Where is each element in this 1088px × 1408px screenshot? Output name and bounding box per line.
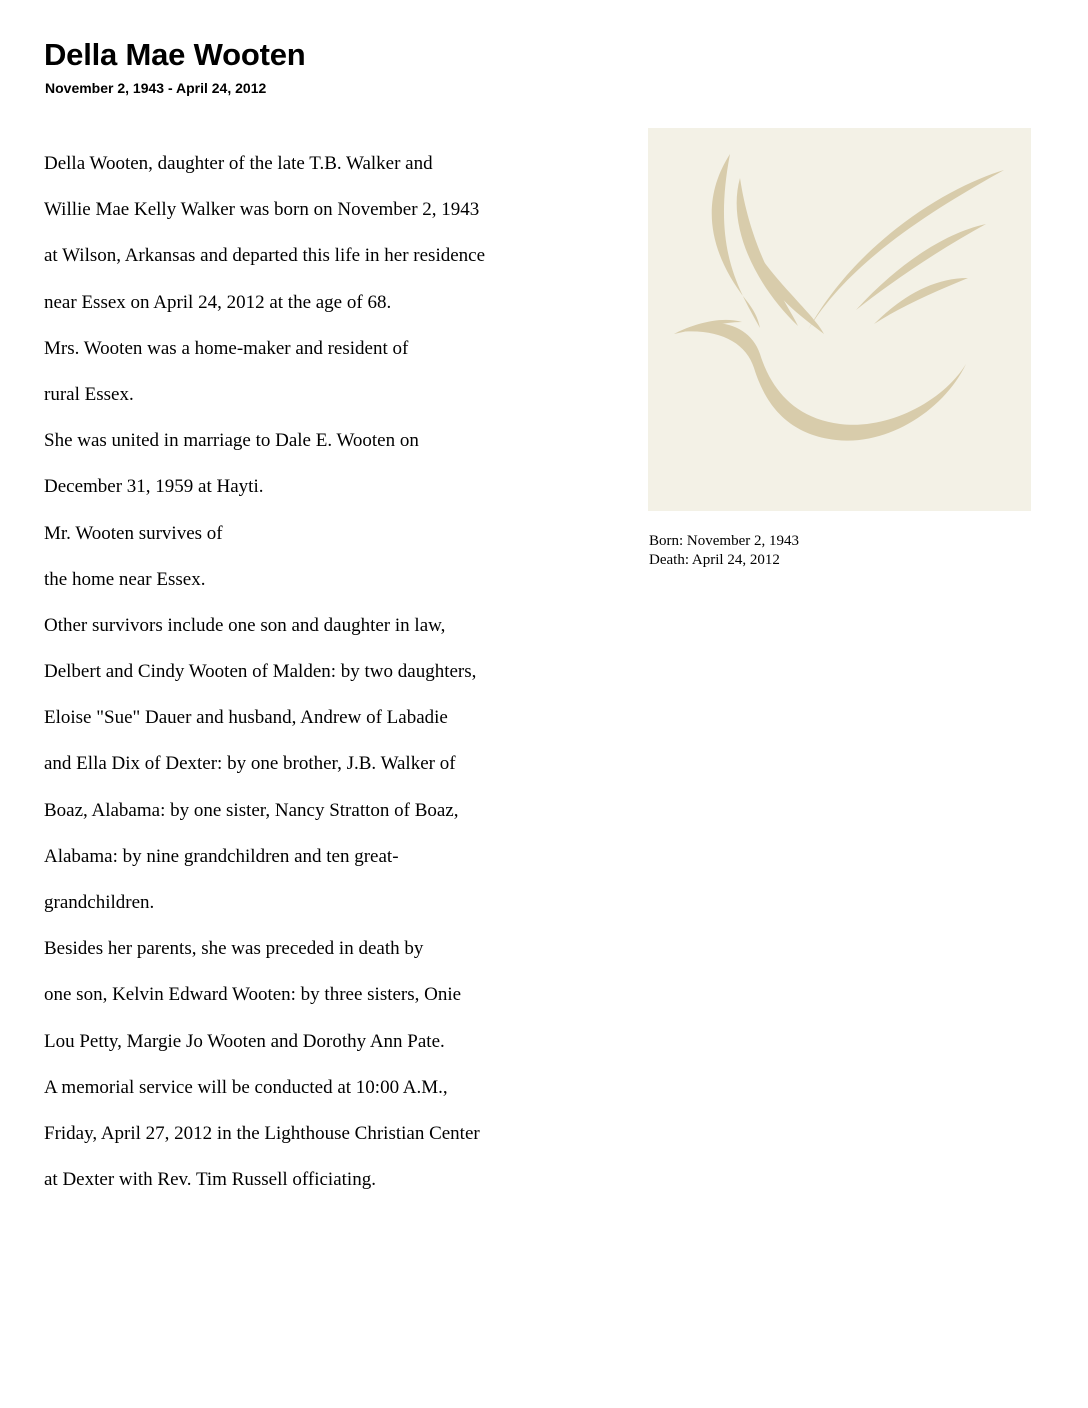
obituary-line: and Ella Dix of Dexter: by one brother, J.B. Walker of xyxy=(44,753,456,775)
obituary-line: Besides her parents, she was preceded in death by xyxy=(44,938,424,960)
dove-image xyxy=(648,128,1031,511)
obituary-line: A memorial service will be conducted at 10:00 A.M., xyxy=(44,1076,448,1098)
obituary-text xyxy=(44,141,604,1203)
obituary-line: Willie Mae Kelly Walker was born on November 2, 1943 xyxy=(44,199,480,221)
obituary-line: Lou Petty, Margie Jo Wooten and Dorothy Ann Pate. xyxy=(44,1030,445,1052)
life-dates-panel xyxy=(649,532,799,570)
obituary-line: December 31, 1959 at Hayti. xyxy=(44,476,264,498)
obituary-line: grandchildren. xyxy=(44,892,155,913)
obituary-line: one son, Kelvin Edward Wooten: by three sisters, Onie xyxy=(44,984,462,1006)
obituary-line: at Wilson, Arkansas and departed this life in her residence xyxy=(44,245,486,267)
death-date: Death: April 24, 2012 xyxy=(649,552,780,568)
page-title: Della Mae Wooten xyxy=(44,37,306,72)
obituary-line: rural Essex. xyxy=(44,383,134,405)
obituary-line: Della Wooten, daughter of the late T.B. Walker and xyxy=(44,153,433,174)
dove-icon xyxy=(648,128,1031,511)
obituary-line: Mr. Wooten survives of xyxy=(44,522,223,544)
obituary-line: Alabama: by nine grandchildren and ten great- xyxy=(44,845,399,867)
obituary-line: near Essex on April 24, 2012 at the age of 68. xyxy=(44,291,392,313)
obituary-line: Eloise "Sue" Dauer and husband, Andrew of Labadie xyxy=(44,707,448,729)
obituary-line: the home near Essex. xyxy=(44,568,206,590)
born-date: Born: November 2, 1943 xyxy=(649,533,799,549)
life-dates-subtitle: November 2, 1943 - April 24, 2012 xyxy=(45,80,267,96)
obituary-line: Delbert and Cindy Wooten of Malden: by two daughters, xyxy=(44,661,477,683)
obituary-line: Friday, April 27, 2012 in the Lighthouse Christian Center xyxy=(44,1122,480,1144)
obituary-line: Other survivors include one son and daughter in law, xyxy=(44,614,446,636)
obituary-line: Boaz, Alabama: by one sister, Nancy Stratton of Boaz, xyxy=(44,799,459,821)
obituary-line: Mrs. Wooten was a home-maker and resident of xyxy=(44,337,409,359)
obituary-line: at Dexter with Rev. Tim Russell officiating. xyxy=(44,1169,376,1191)
obituary-line: She was united in marriage to Dale E. Wooten on xyxy=(44,430,419,452)
